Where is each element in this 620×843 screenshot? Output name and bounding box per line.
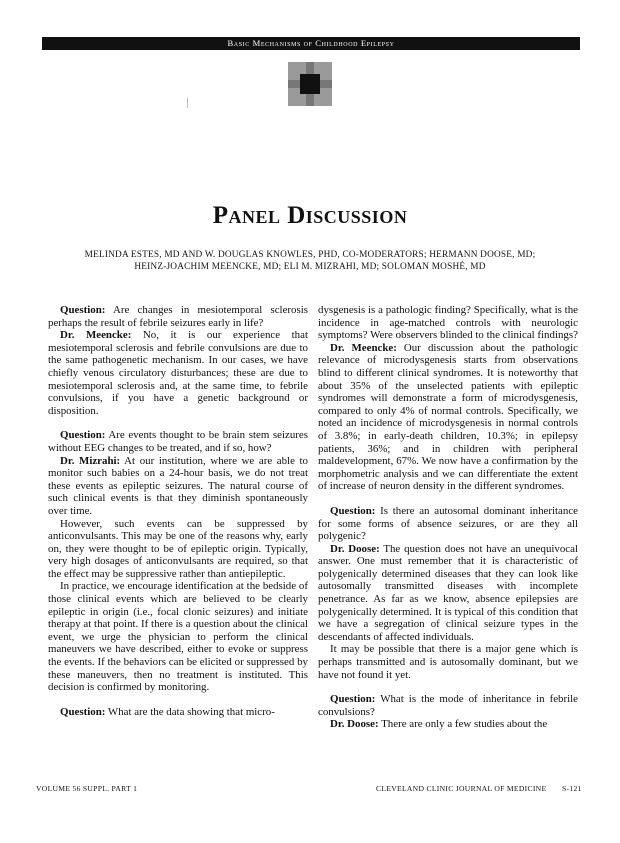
speaker-label: Dr. Doose: [330,542,380,555]
speaker-label: Question: [60,705,106,718]
paragraph-text: The question does not have an unequivocal answer. One must remember that it is characteristic of polygenically determined diseases that they can look like autosomally transmitted diseases with incomplete penetrance. As far as we know, absence epilepsies are polygenically determined. It is typical of this condition that we have a segregation of clinical seizure types in the descendants of affected individuals. [318,542,578,643]
paragraph [318,543,578,644]
paragraph [48,706,308,719]
journal-logo [288,62,332,106]
right-column [318,304,578,731]
speaker-label: Question: [330,504,376,517]
paragraph-text: dysgenesis is a pathologic finding? Specifically, what is the incidence in age-matched controls with neurologic symptoms? Were observers blinded to the clinical findings? [318,304,578,342]
running-header: Basic Mechanisms of Childhood Epilepsy [42,37,580,50]
paragraph [318,643,578,681]
paragraph-text: However, such events can be suppressed by anticonvulsants. This may be one of the reasons why, early on, they were thought to be of epileptic origin. Typically, very high dosages of anticonvulsants are required, so that the effect may be suppressive rather than antiepileptic. [48,517,308,580]
paragraph [318,342,578,493]
paragraph-text: Our discussion about the pathologic relevance of microdysgenesis starts from observations blind to different clinical syndromes. It is noteworthy that about 35% of the unselected patients with epileptic syndromes will demonstrate a form of microdysgenesis, compared to only 4% of normal controls. Specifically, we noted an incidence of microdysgenesis in normal controls of 3.8%; in early-death children, 10.3%; in epilepsy patients, 36%; and in children with peripheral maldevelopment, 67%. We now have a confirmation by the morphometric analysis and we can differentiate the extent of increase of neuron density in the different syndromes. [318,341,579,493]
paragraph-text: Are events thought to be brain stem seizures without EEG changes to be treated, and if so, how? [48,429,308,454]
footer-journal: CLEVELAND CLINIC JOURNAL OF MEDICINE [376,784,547,793]
speaker-label: Question: [330,693,376,706]
paragraph-text: There are only a few studies about the [378,718,548,731]
paragraph [48,455,308,518]
speaker-label: Dr. Meencke: [330,341,397,354]
paragraph [48,304,308,329]
paragraph [48,580,308,693]
paragraph-text: At our institution, where we are able to monitor such babies on a 24-hour basis, we do not treat these events as epileptic seizures. The natural course of such clinical events is that they diminish spontaneously over time. [48,454,308,517]
speaker-label: Question: [60,429,106,442]
paragraph-text: No, it is our experience that mesiotemporal sclerosis and febrile convulsions are due to the same pathogenetic mechanism. In our cases, we have chiefly venous circulatory disturbances; these are due to mesiotemporal sclerosis and, at the same time, to febrile convulsions, if you have a genetic background or disposition. [48,329,308,417]
author-line-2: HEINZ-JOACHIM MEENCKE, MD; ELI M. MIZRAHI, MD; SOLOMAN MOSHÉ, MD [134,262,486,272]
speaker-label: Dr. Mizrahi: [60,454,121,467]
author-line-1: MELINDA ESTES, MD AND W. DOUGLAS KNOWLES, PHD, CO-MODERATORS; HERMANN DOOSE, MD; [84,250,536,260]
speaker-label: Question: [60,304,106,316]
paragraph [318,304,578,342]
scan-mark [187,98,188,108]
paragraph-text: In practice, we encourage identification at the bedside of those clinical events which are believed to be clearly epileptic in origin (i.e., focal clonic seizures) and initiate therapy at that point. If there is a question about the clinical event, we urge the physician to perform the clinical maneuvers we have described, either to evoke or suppress the events. If the behaviors can be elicited or suppressed by these maneuvers, then no treatment is instituted. This decision is confirmed by monitoring. [48,580,308,694]
left-column [48,304,308,718]
paragraph [48,518,308,581]
paragraph-text: Is there an autosomal dominant inheritance for some forms of absence seizures, or are they all polygenic? [318,504,578,543]
paragraph-text: It may be possible that there is a major gene which is perhaps transmitted and is autosomally dominant, but we have not found it yet. [318,643,578,681]
author-list [60,249,560,273]
footer-page-number: S-121 [562,784,582,793]
paragraph [48,429,308,454]
speaker-label: Dr. Doose: [330,718,379,731]
footer-volume: VOLUME 56 SUPPL. PART 1 [36,784,138,793]
paragraph [318,718,578,731]
paragraph-text: What are the data showing that micro- [105,705,275,718]
paragraph-text: What is the mode of inheritance in febrile convulsions? [318,693,578,718]
article-title: Panel Discussion [212,202,408,229]
paragraph [48,329,308,417]
paragraph [318,693,578,718]
paragraph [318,505,578,543]
paragraph-text: Are changes in mesiotemporal sclerosis perhaps the result of febrile seizures early in life? [48,304,308,329]
speaker-label: Dr. Meencke: [60,329,132,342]
